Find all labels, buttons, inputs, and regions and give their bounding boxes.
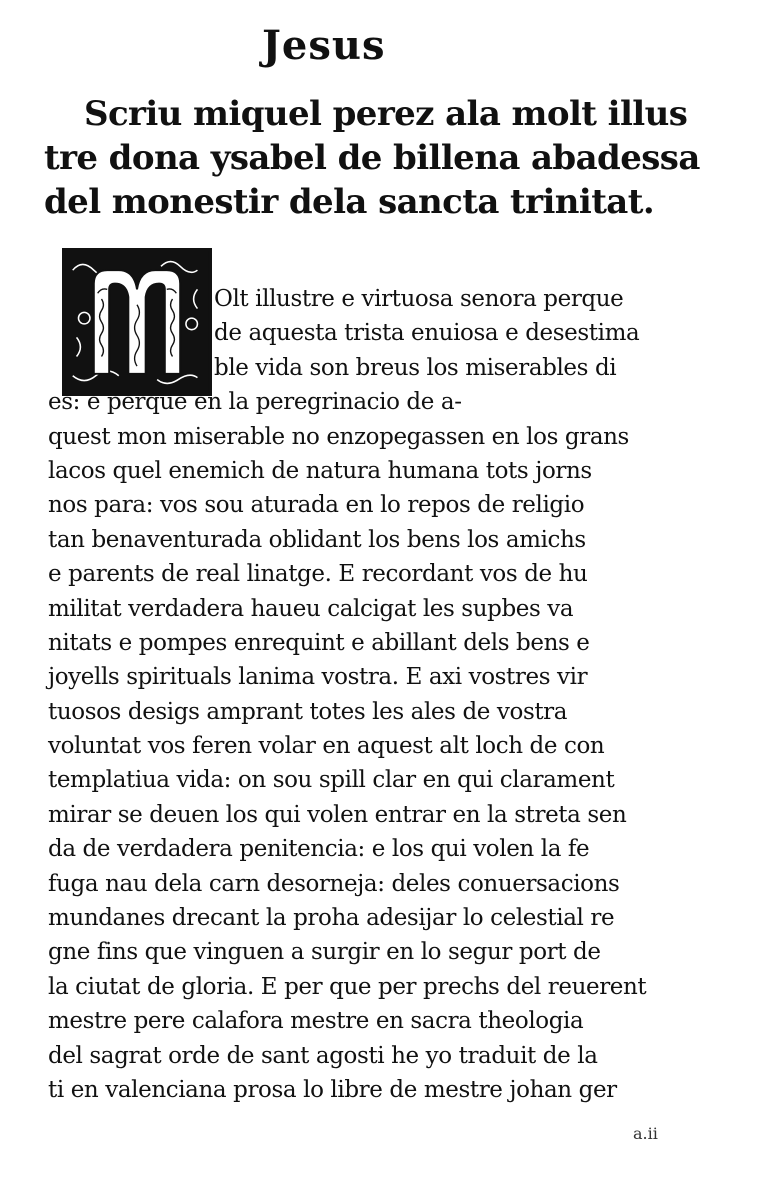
text-line: da de verdadera penitencia: e los qui volen la fe xyxy=(48,836,590,863)
text-line: lacos quel enemich de natura humana tots jorns xyxy=(48,457,592,484)
body-text xyxy=(48,282,688,1107)
text-line: de aquesta trista enuiosa e desestima xyxy=(214,320,640,347)
text-line: joyells spirituals lanima vostra. E axi vostres vir xyxy=(48,664,588,691)
text-line: militat verdadera haueu calcigat les supbes va xyxy=(48,595,574,622)
text-line: fuga nau dela carn desorneja: deles conuersacions xyxy=(48,870,620,897)
title-line: del monestir dela sancta trinitat. xyxy=(44,182,655,222)
signature-mark: a.ii xyxy=(633,1124,658,1143)
title-line: tre dona ysabel de billena abadessa xyxy=(44,138,700,178)
text-line: la ciutat de gloria. E per que per prechs del reuerent xyxy=(48,973,647,1000)
text-line: gne fins que vinguen a surgir en lo segur port de xyxy=(48,939,601,966)
page-heading: Jesus xyxy=(262,22,386,69)
text-line: nos para: vos sou aturada en lo repos de religio xyxy=(48,492,585,519)
text-line: mirar se deuen los qui volen entrar en la streta sen xyxy=(48,801,627,828)
text-line: nitats e pompes enrequint e abillant dels bens e xyxy=(48,629,590,656)
text-line: quest mon miserable no enzopegassen en los grans xyxy=(48,423,629,450)
text-line: voluntat vos feren volar en aquest alt loch de con xyxy=(48,733,605,760)
text-line: templatiua vida: on sou spill clar en qui clarament xyxy=(48,767,615,794)
text-line: mundanes drecant la proha adesijar lo celestial re xyxy=(48,905,615,932)
text-line: Olt illustre e virtuosa senora perque xyxy=(214,286,624,312)
incipit-title xyxy=(44,92,744,224)
text-line: tuosos desigs amprant totes les ales de vostra xyxy=(48,698,568,725)
text-line: e parents de real linatge. E recordant vos de hu xyxy=(48,561,588,588)
text-line: tan benaventurada oblidant los bens los amichs xyxy=(48,526,586,553)
text-line: mestre pere calafora mestre en sacra theologia xyxy=(48,1008,584,1035)
text-line: es: e perque en la peregrinacio de a- xyxy=(48,389,462,416)
text-line: del sagrat orde de sant agosti he yo traduit de la xyxy=(48,1042,598,1069)
title-line: Scriu miquel perez ala molt illus xyxy=(84,94,688,134)
text-line: ti en valenciana prosa lo libre de mestre johan ger xyxy=(48,1076,617,1103)
text-line: ble vida son breus los miserables di xyxy=(214,354,617,381)
